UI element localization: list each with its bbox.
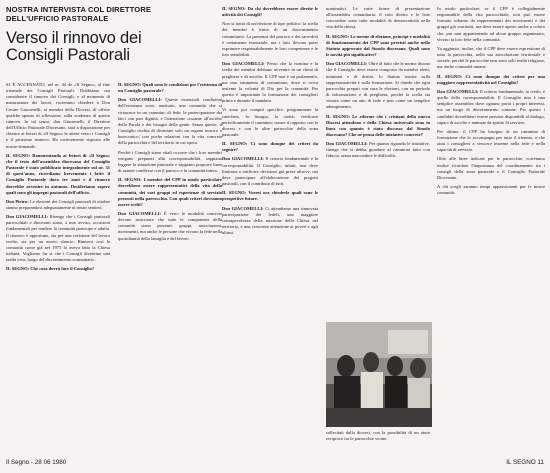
paragraph-text: Penso che la nomina e la scelta dei membri debbano avvenire in un clima di preghiera e di ascolto. Il CPP non è un parlamento, ma uno strumento di comunione, dove si cerca insieme la volontà di Dio per la comunità. Per questo è importante la formazione dei consiglieri prima e durante il mandato.	[222, 61, 318, 104]
interview-question	[437, 74, 545, 86]
interview-question	[326, 34, 430, 59]
paragraph-text: S1 È ACCENNATO, nel nr. 44 de «Il Segno», al fine triennale dei Consigli Pastorali. Dobbiamo ora considerare il rinnovo dei Consigli; e al momento di maturazione dei lavori, vorremmo chiedere a Don Cesare Giacomelli, ai membri della Diocesi, di offrire qualche spunto di riflessione, sulla scadenza di questo rinnovo. In tal senso, don Giacomelli, il Direttore dell'Ufficio Pastorale Diocesano, sarà a disposizione per chiarire ai lettori di «Il Segno» le attese verso i Consigli e il prossimo rinnovo. Ha cortesemente risposto alle nostre domande.	[6, 82, 110, 149]
speaker-label: Don GIACOMELLI:	[222, 61, 267, 67]
paragraph-text: Per ultimo: il CPP ha bisogno di un cammino di formazione che lo accompagni per tutto il triennio, e che aiuti i consiglieri a crescere insieme nella fede e nella capacità di servizio.	[437, 128, 545, 153]
interview-paragraph	[326, 430, 430, 442]
interview-paragraph	[222, 206, 318, 237]
paragraph-text: nominativi. Le varie forme di presentazione all'assemblea comunitaria, il voto diretto e le liste concordate sono tutte modalità di democraticità nella vita della chiesa.	[326, 6, 430, 30]
paragraph-text: IL SEGNO: Ci sono dunque dei criteri da seguire?	[222, 141, 318, 153]
speaker-label: Don GIACOMELLI:	[222, 205, 266, 211]
interview-kicker: NOSTRA INTERVISTA COL DIRETTORE DELL'UFFICIO PASTORALE	[6, 5, 151, 23]
interview-paragraph	[118, 150, 222, 175]
speaker-label: Don GIACOMELLI:	[222, 156, 266, 162]
paragraph-text: IL SEGNO: I membri del CPP in modo particolare dovrebbero essere rappresentativi della vita della comunità, dei vari gruppi ed esperienze di servizio presenti nella parrocchia. Con quali criteri dovranno essere scelti?	[118, 177, 222, 207]
interview-question	[222, 6, 318, 18]
interview-paragraph	[326, 61, 430, 110]
speaker-label: Don GIACOMELLI:	[118, 210, 164, 216]
paragraph-text: Vi sono poi compiti specifici: programmare la catechesi, la liturgia, la carità; verificare periodicamente il cammino; curare il rapporto con la diocesi e con le altre parrocchie della zona pastorale.	[222, 107, 318, 137]
interview-paragraph	[6, 82, 110, 150]
paragraph-text: Va aggiunto, inoltre, che il CPP deve essere espressione di tutta la parrocchia, nella sua articolazione territoriale e sociale, perché le parrocchie non sono solo realtà religiose, ma anche comunità umane.	[437, 45, 545, 70]
speaker-label: Don GIACOMELLI:	[437, 88, 480, 94]
interview-paragraph	[118, 97, 222, 146]
interview-question	[222, 141, 318, 153]
group-photo	[326, 322, 432, 427]
interview-question	[6, 266, 110, 272]
paragraph-text: Oltre alle linee indicate per le parrocchie, vorremmo inoltre ricordare l'importanza del coordinamento tra i consigli della zona pastorale e il Consiglio Pastorale Diocesano.	[437, 156, 545, 180]
paragraph-text: Non si tratta di un'elezione di tipo politico: la scelta dei membri è frutto di un discernimento comunitario. La presenza del parroco e dei sacerdoti è certamente essenziale, ma i laici devono poter esprimere responsabilmente le loro competenze e le loro sensibilità.	[222, 21, 318, 58]
paragraph-text: IL SEGNO: Quali sono le condizioni per l'esistenza di un Consiglio pastorale?	[118, 82, 222, 94]
paragraph-text: IL SEGNO: Da chi dovrebbero essere dirette le attività dei Consigli?	[222, 6, 318, 18]
paragraph-text: Le elezioni dei Consigli pastorali di ottobre stanno preparandosi adeguatamente ai nostri sentieri.	[6, 198, 110, 210]
interview-question	[118, 177, 222, 208]
interview-question	[118, 82, 222, 94]
footer-issue-date: Il Segno - 28 06 1980	[6, 459, 67, 466]
interview-paragraph	[222, 107, 318, 138]
paragraph-text: Il criterio fondamentale è la corresponsabilità. Il Consiglio, infatti, non deve limitarsi a ratificare decisioni già prese altrove, ma deve partecipare all'elaborazione dei progetti pastorali, con il contributo di tutti.	[222, 156, 318, 187]
paragraph-text: Il criterio fondamentale, io credo, è quello della corresponsabilità. Il Consiglio non è una semplice assemblea dove ognuno porta i propri interessi, ma un luogo di discernimento comune. Per questo i candidati dovrebbero essere persone disponibili al dialogo, capaci di ascolto e animate da spirito di servizio.	[437, 88, 545, 125]
article-column-4-continued	[326, 430, 430, 450]
paragraph-text: A chi scegli saranno tempi appassionanti per le nostre comunità.	[437, 184, 545, 196]
article-column-3	[222, 6, 318, 452]
footer-page-number: IL SEGNO 11	[506, 459, 544, 466]
paragraph-text: Per quanto riguarda le iniziative, ritengo che si debba guardare al cammino fatto con fiducia, senza nascondere le difficoltà.	[326, 141, 430, 159]
interview-paragraph	[222, 61, 318, 104]
speaker-label: Don Pietro:	[6, 198, 30, 204]
interview-paragraph	[437, 129, 545, 154]
paragraph-text: IL SEGNO: Che cosa dovrà fare il Consiglio?	[6, 266, 95, 272]
article-column-4	[326, 6, 430, 320]
paragraph-text: Perché i Consigli siano vitali occorre che i loro membri vengano preparati alla corresponsabilità, sappiano leggere la situazione pastorale e sappiano proporre linee di azione condivise con il parroco e la comunità intera.	[118, 149, 222, 174]
interview-paragraph	[6, 214, 110, 263]
article-column-1	[6, 82, 110, 452]
paragraph-text: IL SEGNO: Le riforme che i cristiani della nuova Diocesi attendono e della Chiesa universale sono in linea con quanto è stato discusso dal Sinodo diocesano? Che ne pensa delle iniziative concrete?	[326, 113, 430, 137]
interview-question	[326, 114, 430, 139]
paragraph-text: IL SEGNO: Vorrei ora chiederle quali sono le prospettive future.	[222, 190, 318, 202]
paragraph-text: Queste essenziali condizioni dell'esistenza sono: anzitutto, una comunità che si riconosca in un cammino di fede, la partecipazione dei laici con pari dignità, e l'attenzione costante all'ascolto della Parola e dei bisogni della gente. Senza queste, il Consiglio rischia di diventare solo un organo tecnico o burocratico, con poche relazioni con la vita concreta della parrocchia e del territorio in cui opera.	[118, 97, 222, 146]
interview-paragraph	[437, 184, 545, 196]
paragraph-text: Oltre al fatto che le norme dicono che il Consiglio deve essere composto da membri eletti, nominati e di diritto, lo Statuto insiste sulla rappresentatività e sulla formazione. Si chiede che ogni parrocchia prepari con cura le elezioni, con un periodo di informazione e di preghiera, perché la scelta sia vissuta come un atto di fede e non come un semplice adempimento.	[326, 61, 430, 110]
paragraph-text: È vero: le modalità concrete devono assicurare che tutte le componenti della comunità siano presenti: gruppi, associazioni, movimenti, ma anche le persone che vivono la fede nella quotidianità della famiglia e del lavoro.	[118, 210, 222, 241]
paragraph-text: Ritengo che i Consigli pastorali parrocchiali e diocesani siano, a mio avviso, occasioni fondamentali per rendere la comunità partecipe e adulta. Il rinnovo è opportuno, sia per una revisione del lavoro svolto, sia per un nuovo slancio. Rinnova così la comunità come già nel 1975 lo aveva fatto la Chiesa italiana. Vogliamo far sì che i Consigli diventino una realtà viva, luogo del discernimento comunitario.	[6, 214, 110, 263]
speaker-label: Don GIACOMELLI:	[118, 97, 166, 103]
interview-paragraph	[6, 199, 110, 211]
interview-question	[6, 153, 110, 196]
interview-paragraph	[437, 46, 545, 71]
paragraph-text: Ci attendiamo una rinnovata partecipazione dei fedeli, una maggiore consapevolezza della missione della Chiesa nel territorio, e una crescente attenzione ai poveri e agli ultimi.	[222, 205, 318, 236]
article-column-2	[118, 82, 222, 452]
interview-paragraph	[326, 141, 430, 159]
interview-question	[222, 190, 318, 202]
interview-paragraph	[118, 211, 222, 242]
interview-paragraph	[222, 156, 318, 187]
paragraph-text: IL SEGNO: Rammentando ai lettori di «Il Segno» che il testo dell'assemblea diocesana del Consiglio Pastorale è stato pubblicato integralmente sul nr. 31 di quest'anno, ricordiamo brevemente i fatti: il Consiglio Pastorale dura tre anni e il rinnovo dovrebbe avvenire in autunno. Desideriamo sapere quali sono gli impegni pastorali dell'ufficio.	[6, 152, 110, 195]
interview-paragraph	[437, 89, 545, 126]
article-column-5	[437, 6, 545, 452]
interview-paragraph	[326, 6, 430, 31]
interview-paragraph	[437, 156, 545, 181]
paragraph-text: IL SEGNO: Ci sono dunque dei criteri per una maggiore rappresentatività nel Consiglio?	[437, 73, 545, 85]
speaker-label: Don GIACOMELLI:	[6, 214, 50, 220]
group-photo-image	[326, 322, 432, 427]
speaker-label: Don GIACOMELLI:	[326, 61, 369, 67]
interview-paragraph	[437, 6, 545, 43]
paragraph-text: sollecitati dalla diocesi, con la possibilità di un aiuto reciproco tra le parrocchie vicine.	[326, 430, 430, 442]
interview-paragraph	[222, 21, 318, 58]
article-headline: Verso il rinnovo dei Consigli Pastorali	[6, 29, 142, 64]
paragraph-text: IL SEGNO: Le norme di elezione, principi e modalità di funzionamento dei CPP sono previsti anche nello Statuto approvato dal Sinodo diocesano. Quali sono le novità più significative?	[326, 33, 430, 58]
speaker-label: Don GIACOMELLI:	[326, 141, 370, 147]
paragraph-text: In modo particolare, se il CPP è collegialmente responsabile della vita parrocchiale, non può essere formato soltanto da rappresentanti dei movimenti e dei gruppi già costituiti, ma deve essere aperto anche a coloro che, pur non appartenendo ad alcun gruppo organizzato, vivono la loro fede nella comunità.	[437, 6, 545, 42]
